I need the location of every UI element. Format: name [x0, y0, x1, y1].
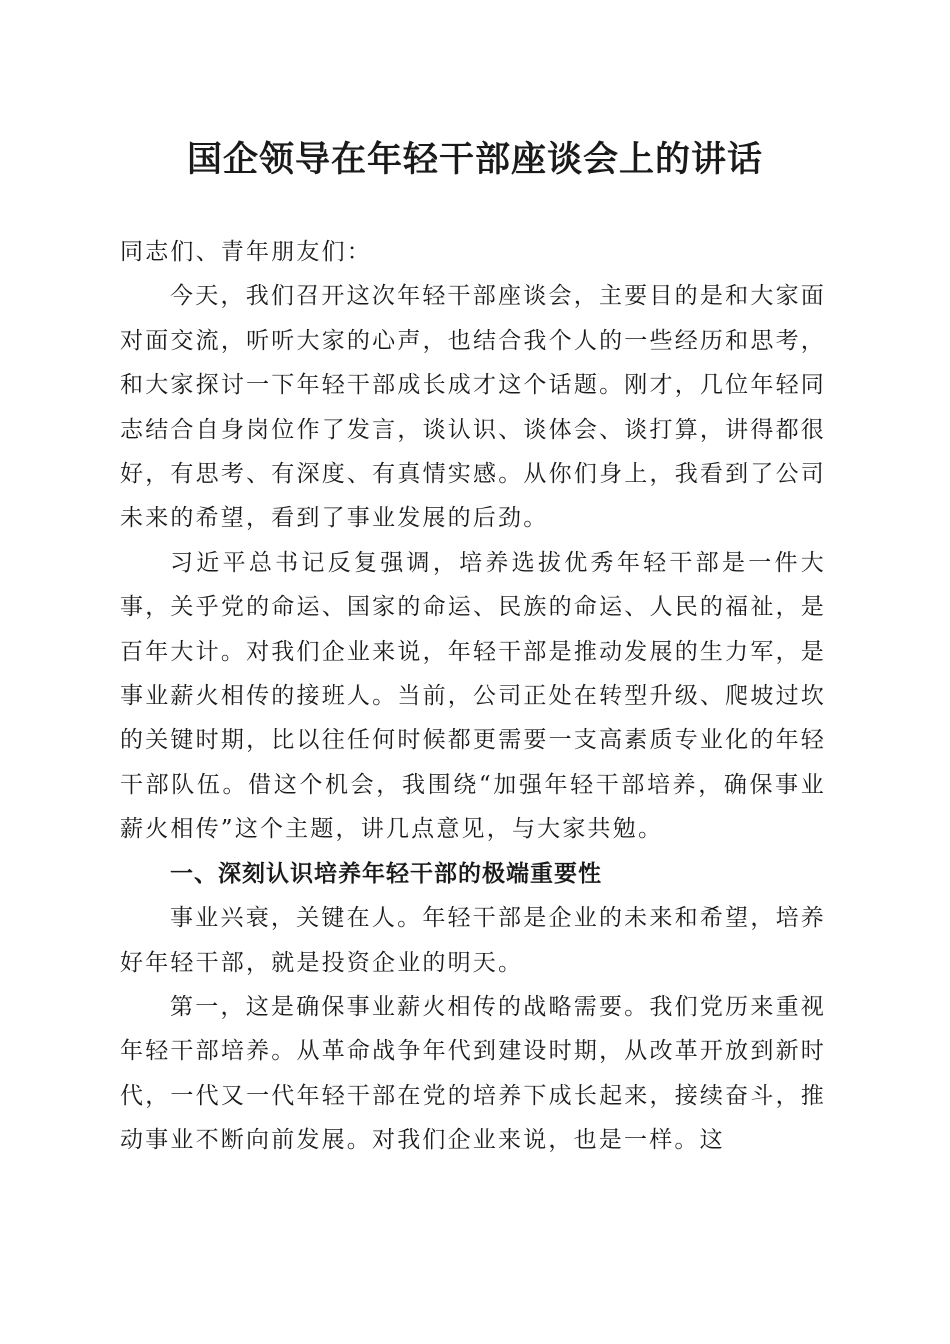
paragraph-point-one: 第一，这是确保事业薪火相传的战略需要。我们党历来重视年轻干部培养。从革命战争年代到建设时期，从改革开放到新时代，一代又一代年轻干部在党的培养下成长起来，接续奋斗，推动事业不断向前发展。对我们企业来说，也是一样。这 — [120, 993, 826, 1154]
document-body — [120, 230, 826, 1163]
salutation: 同志们、青年朋友们： — [120, 239, 372, 265]
paragraph-opening: 今天，我们召开这次年轻干部座谈会，主要目的是和大家面对面交流，听听大家的心声，也结合我个人的一些经历和思考，和大家探讨一下年轻干部成长成才这个话题。刚才，几位年轻同志结合自身岗位作了发言，谈认识、谈体会、谈打算，讲得都很好，有思考、有深度、有真情实感。从你们身上，我看到了公司未来的希望，看到了事业发展的后劲。 — [120, 283, 826, 532]
paragraph-section-intro: 事业兴衰，关键在人。年轻干部是企业的未来和希望，培养好年轻干部，就是投资企业的明天。 — [120, 905, 826, 976]
section-heading: 一、深刻认识培养年轻干部的极端重要性 — [170, 860, 602, 887]
document-title: 国企领导在年轻干部座谈会上的讲话 — [186, 139, 763, 180]
paragraph-context: 习近平总书记反复强调，培养选拔优秀年轻干部是一件大事，关乎党的命运、国家的命运、民族的命运、人民的福祉，是百年大计。对我们企业来说，年轻干部是推动发展的生力军，是事业薪火相传的接班人。当前，公司正处在转型升级、爬坡过坎的关键时期，比以往任何时候都更需要一支高素质专业化的年轻干部队伍。借这个机会，我围绕“加强年轻干部培养，确保事业薪火相传”这个主题，讲几点意见，与大家共勉。 — [120, 549, 826, 843]
